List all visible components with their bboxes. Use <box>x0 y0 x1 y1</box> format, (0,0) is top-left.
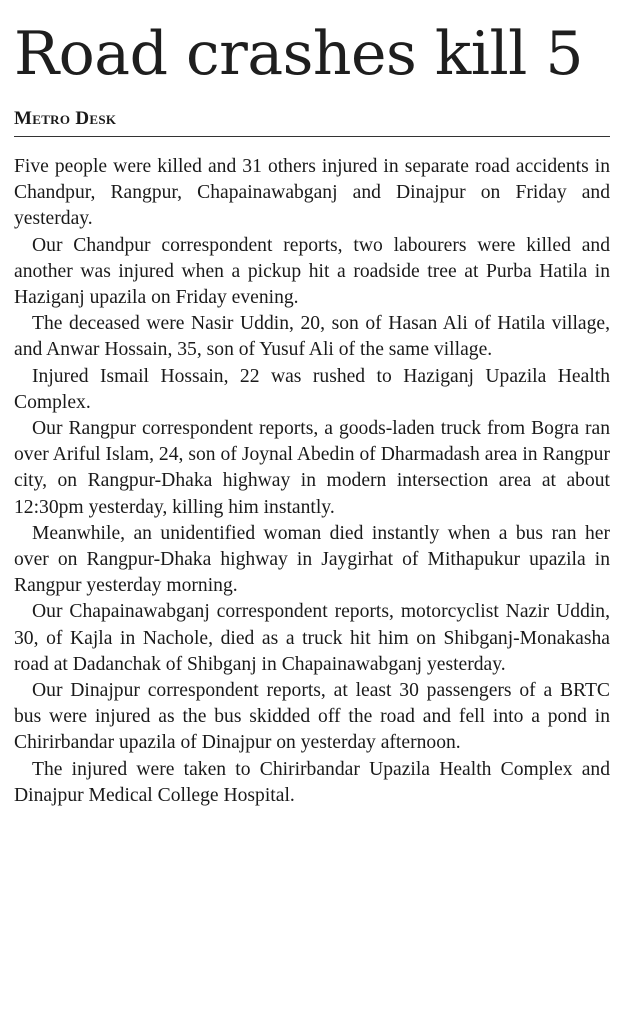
paragraph: Meanwhile, an unidentified woman died instantly when a bus ran her over on Rangpur-Dhaka highway in Jaygirhat of Mithapukur upazila in Rangpur yesterday morning. <box>14 522 610 597</box>
news-article <box>14 0 610 809</box>
paragraph: Our Chapainawabganj correspondent reports, motorcyclist Nazir Uddin, 30, of Kajla in Nachole, died as a truck hit him on Shibganj-Monakasha road at Dadanchak of Shibganj in Chapainawabganj yesterday. <box>14 601 610 675</box>
paragraph: Five people were killed and 31 others injured in separate road accidents in Chandpur, Rangpur, Chapainawabganj and Dinajpur on Friday and yesterday. <box>14 156 610 230</box>
paragraph: Our Dinajpur correspondent reports, at least 30 passengers of a BRTC bus were injured as the bus skidded off the road and fell into a pond in Chirirbandar upazila of Dinajpur on yesterday afternoon. <box>14 680 610 754</box>
headline: Road crashes kill 5 <box>14 19 584 89</box>
paragraph: The deceased were Nasir Uddin, 20, son of Hasan Ali of Hatila village, and Anwar Hossain, 35, son of Yusuf Ali of the same village. <box>14 313 610 361</box>
paragraph: The injured were taken to Chirirbandar Upazila Health Complex and Dinajpur Medical College Hospital. <box>14 758 610 806</box>
byline: Metro Desk <box>14 108 610 137</box>
paragraph: Our Rangpur correspondent reports, a goods-laden truck from Bogra ran over Ariful Islam, 24, son of Joynal Abedin of Dharmadash area in Rangpur city, on Rangpur-Dhaka highway in modern intersection area at about 12:30pm yesterday, killing him instantly. <box>14 418 610 518</box>
paragraph: Injured Ismail Hossain, 22 was rushed to Haziganj Upazila Health Complex. <box>14 365 610 413</box>
article-body <box>14 154 610 809</box>
paragraph: Our Chandpur correspondent reports, two labourers were killed and another was injured when a pickup hit a roadside tree at Purba Hatila in Haziganj upazila on Friday evening. <box>14 234 610 309</box>
